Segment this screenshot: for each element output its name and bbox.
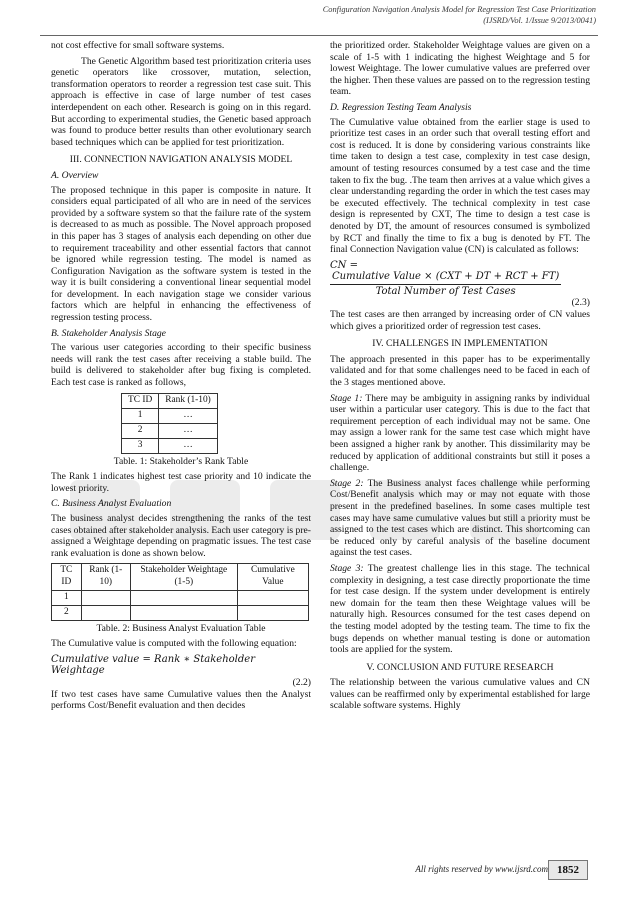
table-row bbox=[52, 590, 309, 605]
stage-label: Stage 2: bbox=[330, 477, 364, 489]
header-volume: (IJSRD/Vol. 1/Issue 9/2013/0041) bbox=[483, 16, 596, 25]
stage-text: The greatest challenge lies in this stage. The technical complexity in designing, a test case directly proportionate the time for test case design. If the system under development is entirely new domain for the team then these Weightage values will be naturally high. Resources consumed for the test cases depend on the testing model adopted by the testing team. The time to fix the bugs depends on whether manual testing is done or automation tools are applied for the system. bbox=[330, 562, 590, 656]
paragraph: The various user categories according to their specific business needs will rank the test cases after receiving a stable build. The build is delivered to stakeholder after bug fixing is completed. Each test case is ranked as follows, bbox=[51, 342, 311, 389]
table-cell bbox=[130, 590, 237, 605]
stakeholder-rank-table bbox=[121, 393, 218, 454]
table-header: Cumulative Value bbox=[237, 564, 308, 590]
section-heading: IV. CHALLENGES IN IMPLEMENTATION bbox=[372, 338, 548, 350]
table-header: TC ID bbox=[122, 393, 159, 408]
paragraph: not cost effective for small software systems. bbox=[51, 40, 225, 51]
subsection-heading: C. Business Analyst Evaluation bbox=[51, 498, 172, 510]
table-row bbox=[122, 408, 218, 423]
table-row bbox=[122, 438, 218, 453]
header-rule bbox=[40, 35, 598, 36]
paragraph: The relationship between the various cumulative values and CN values can be reaffirmed only by experimental established for large scalable software systems. Highly bbox=[330, 677, 590, 712]
table-cell bbox=[81, 590, 130, 605]
table-caption: Table. 1: Stakeholder’s Rank Table bbox=[113, 455, 249, 467]
equation-cumulative-value: Cumulative value = Rank ∗ Stakeholder Weightage bbox=[51, 653, 255, 677]
left-column bbox=[51, 40, 311, 716]
paragraph: If two test cases have same Cumulative values then the Analyst performs Cost/Benefit evaluation and then decides bbox=[51, 688, 311, 712]
table-cell bbox=[130, 605, 237, 620]
page-number: 1852 bbox=[548, 860, 588, 880]
subsection-heading: B. Stakeholder Analysis Stage bbox=[51, 327, 166, 339]
table-header: Rank (1-10) bbox=[81, 564, 130, 590]
stage-text: There may be ambiguity in assigning ranks by individual user within a particular user category. This is due to the fact that requirement perception of each individual may not be same. One may assign a lower rank for the same test case which might have been assigned a higher rank by another. This dissimilarity may be reduced by application of additional constraints but still it poses a challenge. bbox=[330, 392, 590, 474]
table-cell: … bbox=[159, 408, 218, 423]
paragraph: The business analyst decides strengthening the ranks of the test cases obtained after stakeholder analysis. Each user category is pre-assigned a Weightage depending on pragmatic issues. The test case rank evaluation is done as shown below. bbox=[51, 513, 311, 559]
paragraph: The Genetic Algorithm based test prioritization criteria uses genetic operators like crossover, mutation, selection, transformation operators to reorder a regression test case suit. This approach is effective in case of large number of test cases interdependent on each other. Research is going on in this regard. But according to experimental studies, the Genetic based approach was found to produce better results than other evolutionary search based techniques which can be applied for test prioritization. bbox=[51, 55, 311, 148]
paragraph: The proposed technique in this paper is composite in nature. It considers equal participated of all who are in need of the services provided by a software system so that the failure rate of the system is decreased to as much as possible. The Novel approach proposed in this paper has 3 stages of analysis each depending on other due to requirement traceability and other essential factors that cannot be ignored while regression testing. The model is named as Configuration Navigation as the software system is tested in the way it is built considering a conventional linear sequential model for development. In each navigation stage we consider various factors which are helpful in enhancing the effectiveness of regression testing process. bbox=[51, 184, 311, 324]
equation-cn bbox=[330, 260, 590, 298]
table-cell bbox=[81, 605, 130, 620]
header-title: Configuration Navigation Analysis Model for Regression Test Case Prioritization bbox=[322, 5, 596, 14]
table-cell: … bbox=[159, 423, 218, 438]
table-cell: 1 bbox=[52, 590, 82, 605]
table-row bbox=[122, 423, 218, 438]
paragraph: The Cumulative value is computed with the following equation: bbox=[51, 638, 297, 650]
footer-rights: All rights reserved by www.ijsrd.com bbox=[415, 864, 548, 874]
table-cell: … bbox=[159, 438, 218, 453]
equation-number: (2.3) bbox=[571, 297, 590, 309]
right-column bbox=[330, 40, 590, 716]
equation-number: (2.2) bbox=[292, 676, 311, 688]
section-heading: V. CONCLUSION AND FUTURE RESEARCH bbox=[366, 661, 554, 673]
table-header-row bbox=[52, 564, 309, 590]
table-cell: 2 bbox=[52, 605, 82, 620]
stage-label: Stage 3: bbox=[330, 562, 364, 574]
paragraph: The test cases are then arranged by increasing order of CN values which gives a prioritized order of regression test cases. bbox=[330, 309, 590, 332]
table-caption: Table. 2: Business Analyst Evaluation Table bbox=[96, 622, 266, 634]
equation-numerator: Cumulative Value × (CXT + DT + RCT + FT) bbox=[330, 271, 561, 285]
table-header: TC ID bbox=[52, 564, 82, 590]
table-header-row bbox=[122, 393, 218, 408]
paragraph bbox=[330, 563, 590, 656]
table-row bbox=[52, 605, 309, 620]
paragraph bbox=[330, 393, 590, 474]
paragraph: The Cumulative value obtained from the earlier stage is used to prioritize test cases in an order such that overall testing effort and cost is reduced. It is done by considering various constraints like time taken to design a test case, complexity in test case design, amount of testing resources consumed by a test case and the time taken to fix the bug. .The team then arrives at a value which gives a clear understanding regarding the order in which the test cases may be executed effectively. The technical complexity in test case design is represented by CXT, The time to design a test case is denoted by DT, the amount of resources consumed is symbolized by RCT and finally the time to fix a bug is denoted by FT. The final Connection Navigation value (CN) is calculated as follows: bbox=[330, 116, 590, 256]
paragraph: The approach presented in this paper has to be experimentally validated and for that some challenges need to be faced in each of the 3 stages mentioned above. bbox=[330, 353, 590, 389]
table-cell bbox=[237, 590, 308, 605]
table-cell bbox=[237, 605, 308, 620]
equation-fraction bbox=[330, 271, 561, 297]
paragraph: The Rank 1 indicates highest test case priority and 10 indicate the lowest priority. bbox=[51, 471, 311, 494]
equation-lhs: CN = bbox=[330, 259, 358, 271]
table-header: Stakeholder Weightage (1-5) bbox=[130, 564, 237, 590]
running-header bbox=[96, 4, 596, 26]
section-heading: III. CONNECTION NAVIGATION ANALYSIS MODEL bbox=[69, 154, 293, 166]
table-cell: 3 bbox=[122, 438, 159, 453]
table-header: Rank (1-10) bbox=[159, 393, 218, 408]
stage-text: The Business analyst faces challenge while performing Cost/Benefit analysis which may or may not equate with those present in the predefined baselines. In some cases multiple test cases may have same cumulative values but still a priority must be assigned to the test cases which are distinct. This shortcoming can be reduced only by careful analysis of the baseline document against the test cases. bbox=[330, 477, 590, 559]
table-cell: 2 bbox=[122, 423, 159, 438]
paragraph bbox=[330, 478, 590, 559]
equation-denominator: Total Number of Test Cases bbox=[375, 285, 516, 297]
subsection-heading: D. Regression Testing Team Analysis bbox=[330, 101, 472, 113]
paragraph: the prioritized order. Stakeholder Weightage values are given on a scale of 1-5 with 1 indicating the highest Weightage and 5 for lowest Weightage. The lower cumulative values are preferred over the higher. Then these values are passed on to the regression testing team. bbox=[330, 40, 590, 98]
business-analyst-table bbox=[51, 563, 309, 620]
table-cell: 1 bbox=[122, 408, 159, 423]
stage-label: Stage 1: bbox=[330, 392, 363, 404]
subsection-heading: A. Overview bbox=[51, 169, 99, 181]
